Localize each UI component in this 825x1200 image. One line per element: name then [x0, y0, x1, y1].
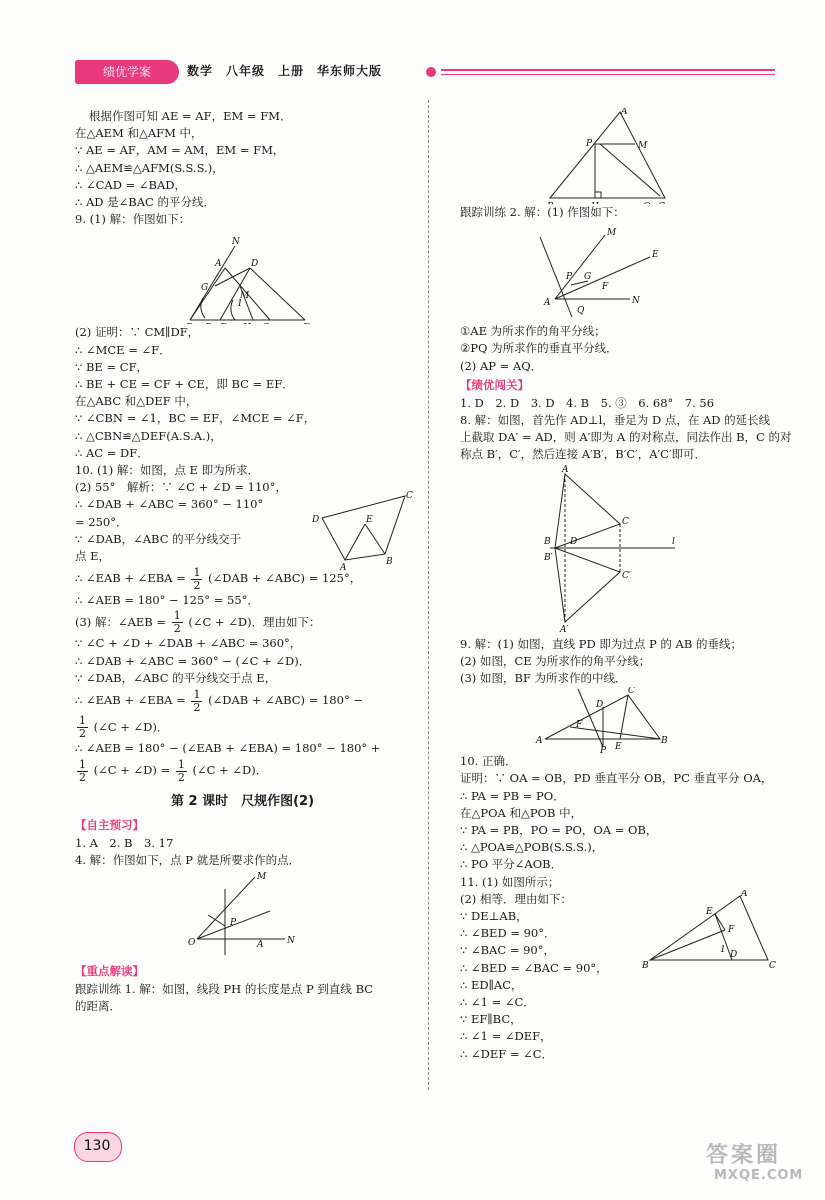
text-line: 称点 B′，C′，然后连接 A′B′，B′C′，A′C′即可． — [460, 447, 707, 462]
svg-text:A: A — [544, 298, 551, 309]
figure-q9-right — [460, 687, 785, 753]
eq-text: (3) 解：∠AEB = — [75, 614, 167, 629]
fraction — [191, 689, 202, 714]
svg-text:O: O — [188, 938, 196, 949]
text-line: ∴ BE + CE = CF + CE，即 BC = EF． — [75, 377, 294, 392]
svg-text:A′: A′ — [560, 624, 569, 635]
section-heading: 【重点解读】 — [75, 964, 144, 979]
svg-text:G: G — [201, 283, 209, 294]
svg-text:E: E — [615, 742, 622, 753]
svg-text:D: D — [312, 515, 320, 525]
equation-line — [75, 714, 410, 741]
eq-text: (∠C + ∠D)．理由如下： — [188, 614, 321, 629]
svg-text:E: E — [652, 250, 659, 261]
svg-text:B: B — [661, 736, 668, 747]
text-line: 4. 解：作图如下，点 P 就是所要求作的点． — [75, 852, 301, 867]
svg-text:A: A — [562, 464, 569, 475]
figure-q9 — [75, 228, 410, 324]
text-line: 9. 解：(1) 如图，直线 PD 即为过点 P 的 AB 的垂线； — [460, 636, 742, 651]
text-line: ∴ ∠MCE = ∠F． — [75, 342, 171, 357]
text-line: ∴ PA = PB = PO． — [460, 788, 565, 803]
text-line: ∵ ∠BAC = 90°， — [460, 943, 555, 958]
text-line: (2) 证明：∵ CM∥DF， — [75, 325, 200, 340]
frac-den: 2 — [193, 578, 201, 592]
fraction — [176, 759, 187, 784]
svg-text:E: E — [706, 907, 713, 917]
text-line: ∵ PA = PB，PO = PO，OA = OB， — [460, 823, 658, 838]
frac-num: 1 — [177, 757, 185, 771]
eq-text: (∠C + ∠D) = — [93, 763, 171, 778]
frac-num: 1 — [193, 565, 201, 579]
svg-text:D: D — [596, 700, 604, 711]
fraction — [172, 610, 183, 635]
text-line: ∴ ∠BED = ∠BAC = 90°， — [460, 960, 608, 975]
svg-text:M: M — [240, 291, 250, 302]
figure-q11 — [640, 890, 780, 970]
fraction — [191, 567, 202, 592]
text-line: ∵ EF∥BC， — [460, 1012, 522, 1027]
eq-text: (∠DAB + ∠ABC) = 180° − — [208, 693, 363, 708]
right-column — [460, 108, 792, 1063]
figure-q8 — [460, 464, 785, 636]
text-line: ∵ BE = CF， — [75, 359, 149, 374]
svg-text:F: F — [576, 720, 583, 731]
book-title: 数学 八年级 上册 华东师大版 — [187, 64, 383, 78]
frac-num: 1 — [79, 757, 86, 771]
text-line: ∴ ∠DEF = ∠C． — [460, 1046, 554, 1061]
frac-den: 2 — [173, 622, 181, 636]
figure-q8-svg — [460, 464, 785, 636]
text-line: ∵ AE = AF，AM = AM，EM = FM， — [75, 143, 285, 158]
svg-text:A: A — [340, 563, 347, 570]
svg-text:N: N — [232, 237, 240, 248]
text-line: 的距离． — [75, 999, 121, 1014]
svg-text:D: D — [570, 536, 578, 547]
text-line: 1. D 2. D 3. D 4. B 5. ③ 6. 68° 7. 56 — [460, 395, 715, 410]
text-line: ∴ △POA≌△POB(S.S.S.)， — [460, 840, 604, 855]
text-line: ∴ AC = DF． — [75, 445, 149, 460]
text-line: 11. (1) 如图所示； — [460, 874, 560, 889]
text-line: ∴ ED∥AC， — [460, 977, 523, 992]
svg-text:A: A — [741, 890, 748, 899]
eq-text: (∠DAB + ∠ABC) = 125°， — [208, 571, 362, 586]
svg-text:M: M — [607, 228, 617, 239]
text-line: (3) 如图，BF 为所求作的中线． — [460, 671, 627, 686]
svg-text:A: A — [536, 736, 543, 747]
eq-text: (∠C + ∠D)． — [192, 763, 268, 778]
text-line: ∵ ∠CBN = ∠1，BC = EF，∠MCE = ∠F， — [75, 411, 316, 426]
svg-text:B: B — [642, 961, 649, 970]
svg-text:M: M — [638, 141, 648, 151]
svg-text:1: 1 — [237, 299, 243, 310]
frac-den: 2 — [79, 727, 86, 741]
svg-text:P: P — [600, 746, 607, 754]
svg-text:C′: C′ — [622, 570, 631, 581]
svg-text:C: C — [406, 491, 413, 501]
text-line: ∴ ∠1 = ∠C． — [460, 995, 535, 1010]
text-line: (2) 55° 解析：∵ ∠C + ∠D = 110°， — [75, 480, 287, 495]
text-line: ∴ ∠1 = ∠DEF， — [460, 1029, 552, 1044]
svg-text:l: l — [672, 536, 675, 547]
frac-num: 1 — [173, 609, 181, 623]
svg-text:N: N — [287, 936, 295, 947]
svg-text:P: P — [230, 918, 237, 929]
text-line: 上截取 DA′ = AD，则 A′即为 A 的对称点，同法作出 B，C 的对 — [460, 430, 792, 445]
svg-text:1: 1 — [720, 945, 726, 955]
frac-den: 2 — [177, 770, 185, 784]
series-badge: 绩优学案 — [75, 60, 179, 84]
text-line: 跟踪训练 2. 解：(1) 作图如下： — [460, 205, 625, 219]
figure-q10 — [310, 490, 420, 570]
header-dot — [426, 67, 436, 77]
text-line: 跟踪训练 1. 解：如图，线段 PH 的长度是点 P 到直线 BC — [75, 982, 374, 997]
svg-text:A: A — [215, 259, 222, 270]
svg-text:B′: B′ — [544, 552, 553, 563]
text-line: ∴ ∠AEB = 180° − 125° = 55°． — [75, 592, 259, 607]
frac-num: 1 — [193, 687, 201, 701]
text-line: = 250°． — [75, 514, 128, 529]
text-line: 1. A 2. B 3. 17 — [75, 835, 174, 850]
fraction — [77, 759, 88, 784]
page-number: 130 — [83, 1138, 111, 1154]
text-line: ∵ ∠DAB，∠ABC 的平分线交于 — [75, 531, 242, 546]
text-line: 在△POA 和△POB 中， — [460, 805, 583, 820]
text-line: ∵ ∠DAB，∠ABC 的平分线交于点 E， — [75, 670, 277, 685]
header-rule — [441, 69, 775, 71]
text-line: ∴ ∠DAB + ∠ABC = 360° − (∠C + ∠D)． — [75, 653, 311, 668]
text-line: 在△ABC 和△DEF 中， — [75, 394, 198, 409]
svg-text:F: F — [728, 925, 735, 935]
equation-line — [75, 609, 410, 636]
watermark — [706, 1138, 804, 1183]
text-line: 证明：∵ OA = OB，PD 垂直平分 OB，PC 垂直平分 OA， — [460, 771, 773, 786]
svg-text:D: D — [251, 259, 259, 270]
figure-q9-svg — [75, 228, 410, 324]
figure-preview-4 — [75, 869, 410, 961]
frac-den: 2 — [79, 770, 86, 784]
text-line: ∴ △AEM≌△AFM(S.S.S.)， — [75, 160, 224, 175]
figure-tracking-2-svg — [460, 221, 785, 323]
svg-text:P: P — [566, 272, 573, 283]
watermark-text: 答案圈 — [706, 1143, 782, 1168]
svg-text:F: F — [602, 282, 609, 293]
figure-tracking-1 — [460, 108, 785, 204]
left-column — [75, 108, 413, 1016]
text-line: ①AE 为所求作的角平分线； — [460, 324, 606, 339]
eq-text: ∴ ∠EAB + ∠EBA = — [75, 693, 186, 708]
svg-text:D: D — [730, 950, 738, 960]
svg-text:C: C — [622, 516, 629, 527]
text-line: 10. (1) 解：如图，点 E 即为所求． — [75, 463, 260, 478]
column-divider — [428, 100, 429, 1090]
text-line: ∴ △CBN≌△DEF(A.S.A.)， — [75, 428, 222, 443]
page-header — [75, 58, 775, 88]
svg-text:G: G — [584, 272, 592, 283]
svg-text:P: P — [586, 139, 593, 149]
text-line: ∴ AD 是∠BAC 的平分线． — [75, 195, 215, 210]
figure-q9-right-svg — [460, 687, 785, 753]
text-line: 点 E， — [75, 549, 111, 564]
figure-preview-4-svg — [75, 869, 410, 961]
text-line: (2) 如图，CE 为所求作的角平分线； — [460, 653, 651, 668]
figure-tracking-1-svg — [460, 108, 785, 204]
text-line: 10. 正确． — [460, 754, 517, 769]
text-line: ∴ ∠BED = 90°． — [460, 926, 556, 941]
text-line: 在△AEM 和△AFM 中， — [75, 126, 203, 141]
svg-text:A: A — [257, 940, 264, 951]
page-number-badge — [74, 1132, 120, 1160]
svg-text:B: B — [386, 557, 393, 567]
lesson-title: 第 2 课时 尺规作图(2) — [170, 793, 315, 809]
frac-num: 1 — [79, 714, 86, 728]
text-line: ∴ ∠AEB = 180° − (∠EAB + ∠EBA) = 180° − 180° + — [75, 741, 381, 756]
text-line: ②PQ 为所求作的垂直平分线． — [460, 341, 618, 356]
text-line: 根据作图可知 AE = AF，EM = FM． — [89, 109, 292, 123]
text-line: 8. 解：如图，首先作 AD⊥l，垂足为 D 点，在 AD 的延长线 — [460, 413, 771, 428]
eq-text: (∠C + ∠D)． — [93, 719, 169, 734]
svg-text:C: C — [769, 961, 776, 970]
text-line: ∴ ∠DAB + ∠ABC = 360° − 110° — [75, 497, 264, 512]
text-line: (2) AP = AQ． — [460, 358, 543, 373]
svg-text:C: C — [628, 687, 635, 697]
watermark-url: MXQE.COM — [714, 1168, 804, 1183]
text-line: ∵ ∠C + ∠D + ∠DAB + ∠ABC = 360°， — [75, 636, 302, 651]
section-heading: 【绩优闯关】 — [460, 377, 529, 392]
equation-line — [75, 687, 410, 714]
text-line: ∴ ∠CAD = ∠BAD， — [75, 177, 186, 192]
figure-tracking-2 — [460, 221, 785, 323]
svg-text:M: M — [257, 872, 267, 883]
equation-line — [75, 565, 410, 592]
text-line: 9. (1) 解：作图如下： — [75, 212, 191, 227]
eq-text: ∴ ∠EAB + ∠EBA = — [75, 571, 186, 586]
equation-line — [75, 757, 410, 784]
section-heading: 【自主预习】 — [75, 817, 144, 832]
fraction — [77, 715, 88, 740]
svg-text:N: N — [632, 296, 640, 307]
svg-text:Q: Q — [577, 306, 585, 317]
svg-text:B: B — [544, 536, 551, 547]
text-line: ∴ PO 平分∠AOB． — [460, 857, 563, 872]
text-line: ∵ DE⊥AB， — [460, 909, 528, 924]
text-line: (2) 相等．理由如下： — [460, 891, 572, 906]
header-rule-thin — [441, 74, 775, 75]
svg-text:A: A — [621, 108, 628, 117]
frac-den: 2 — [193, 700, 201, 714]
svg-text:E: E — [366, 515, 373, 525]
